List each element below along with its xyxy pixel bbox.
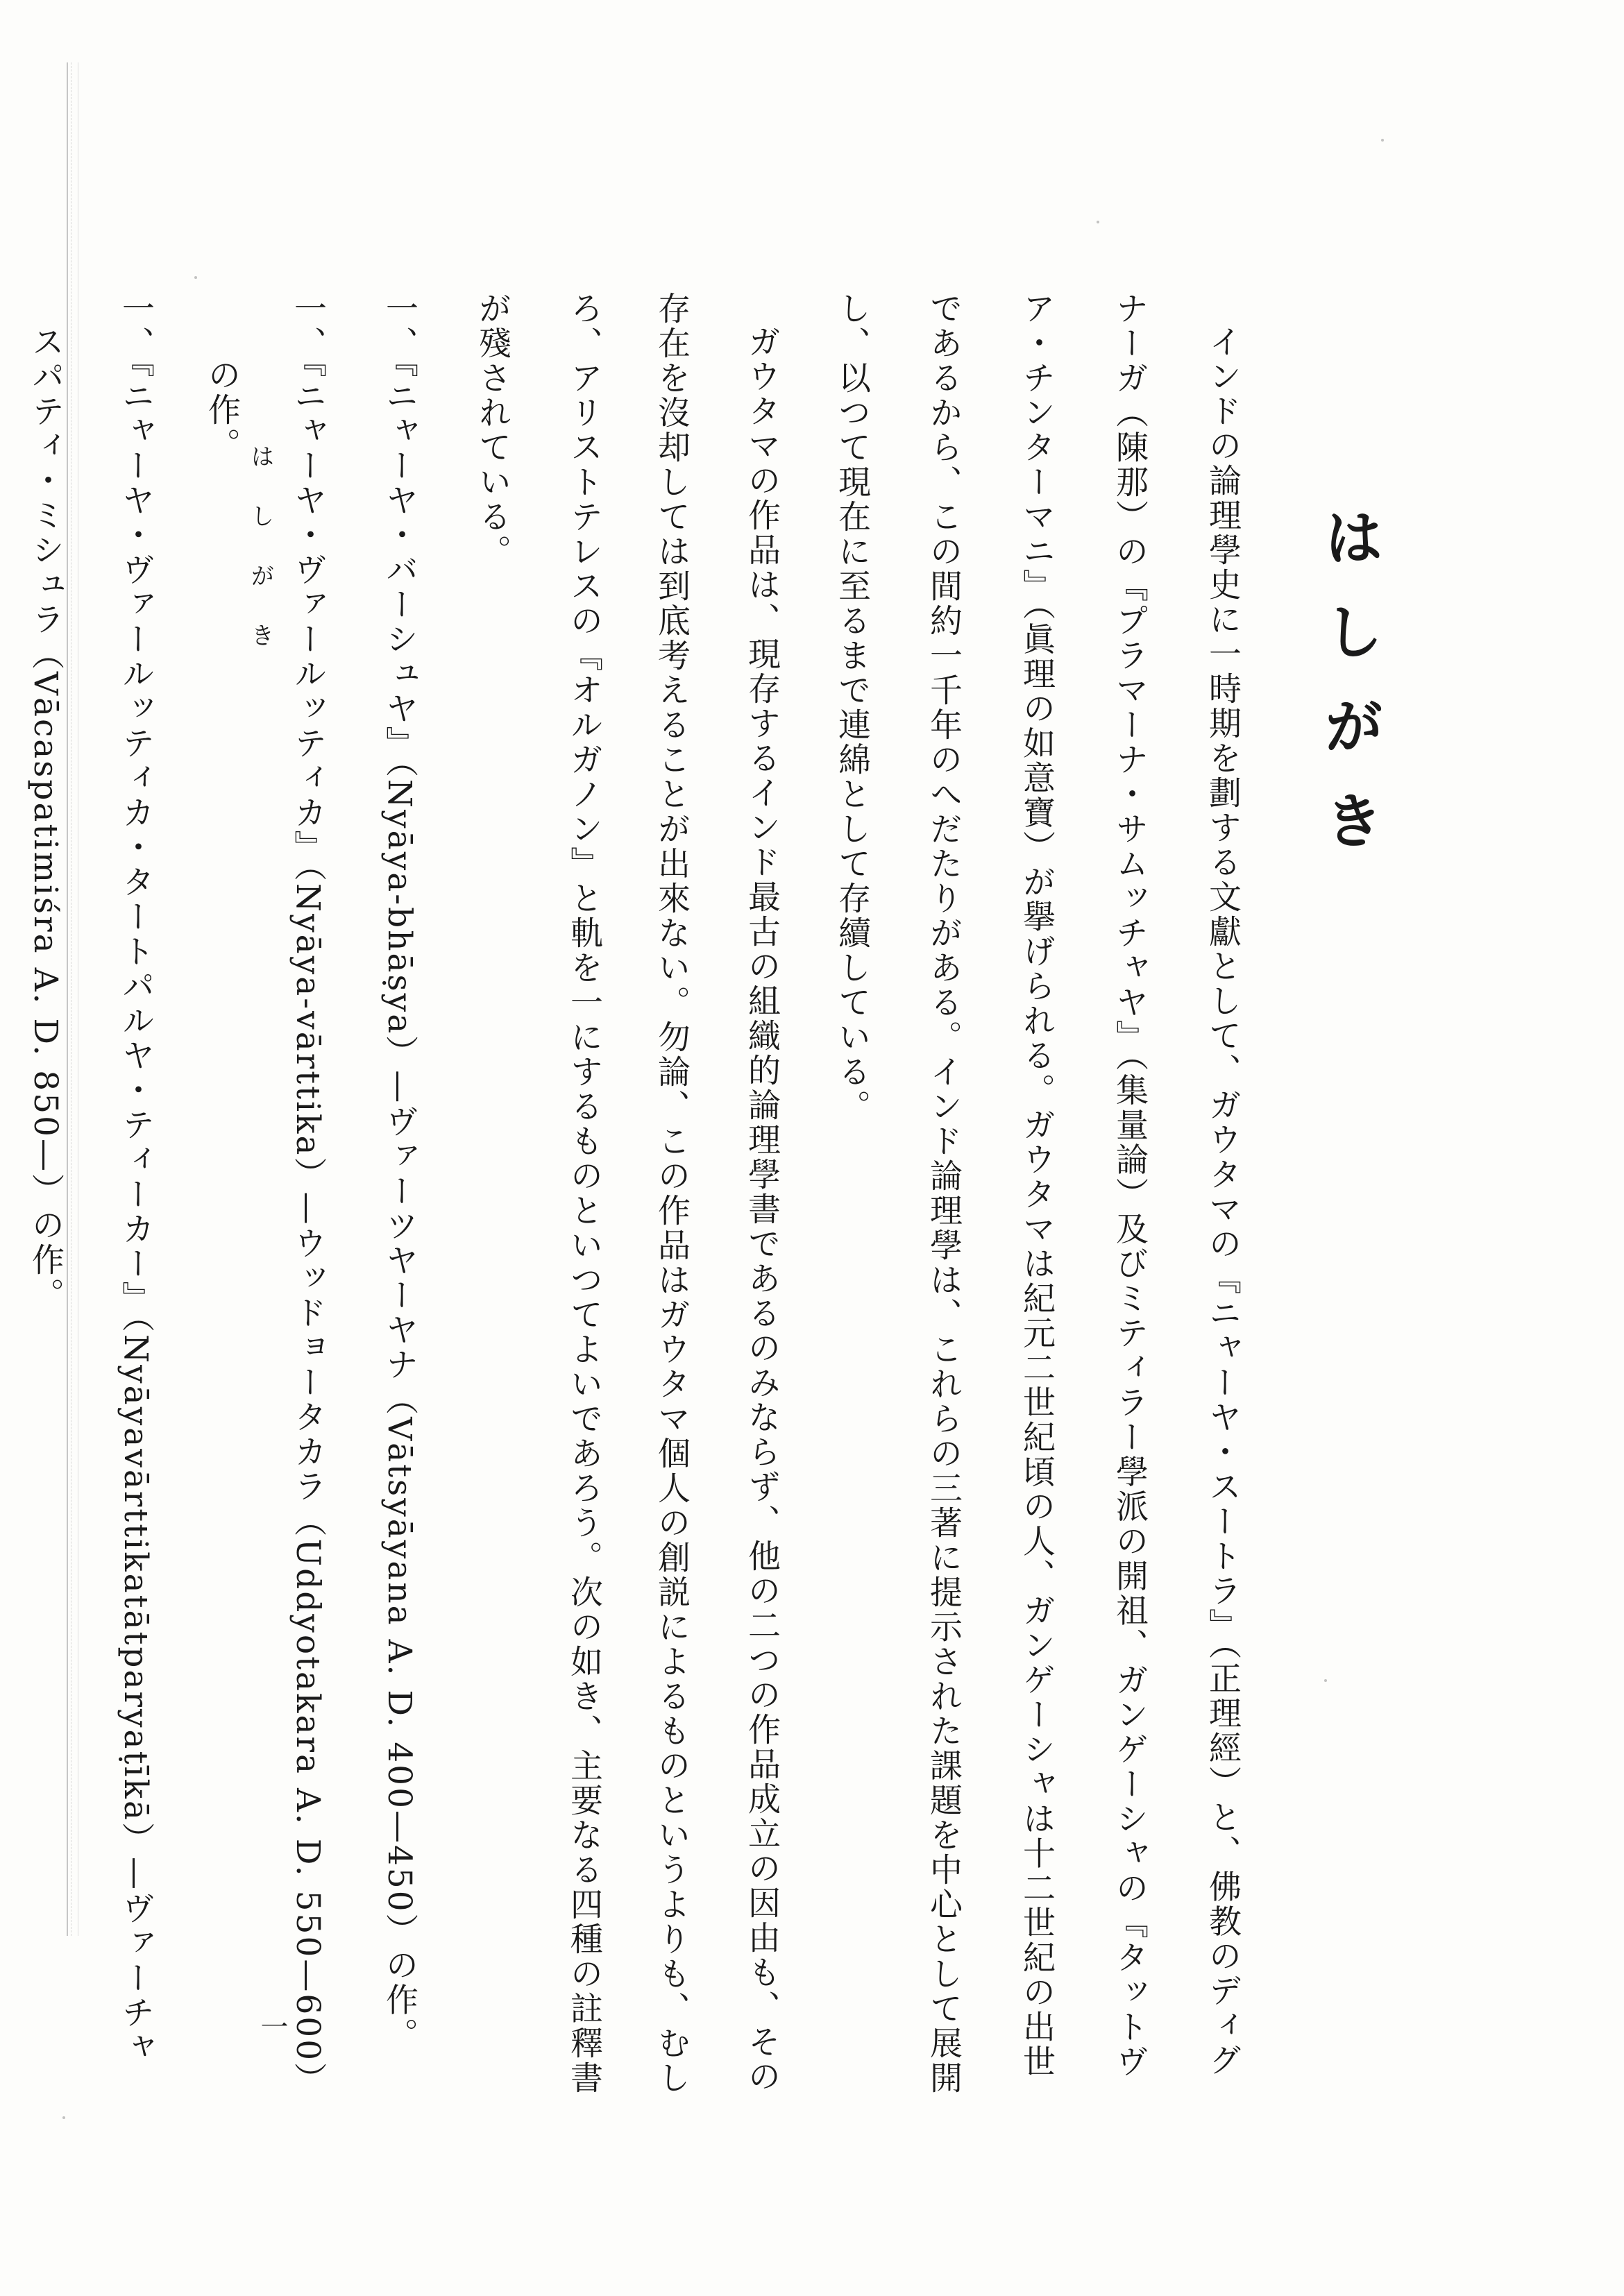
- list-item-1: 一、『ニャーヤ・バーシュヤ』（Nyāya-bhāṣya）—ヴァーツヤーヤナ（Vātsyāyana A. D. 400—450）の作。: [380, 291, 418, 2052]
- body-line: が殘されている。: [473, 291, 511, 569]
- body-line: ろ、アリストテレスの『オルガノン』と軌を一にするものといつてよいであろう。次の如き、主要なる四種の註釋書: [565, 291, 603, 2095]
- scan-speck: [1324, 1679, 1327, 1682]
- body-line: ア・チンターマニ』（眞理の如意寶）が擧げられる。ガウタマは紀元二世紀頃の人、ガンゲーシャは十二世紀の出世: [1017, 291, 1056, 2080]
- page-number: 一: [256, 2012, 288, 2040]
- body-line: ガウタマの作品は、現存するインド最古の組織的論理學書であるのみならず、他の二つの作品成立の因由も、その: [743, 325, 781, 2094]
- body-line: インドの論理學史に一時期を劃する文獻として、ガウタマの『ニャーヤ・スートラ』（正理經）と、佛教のディグ: [1203, 325, 1242, 2078]
- body-line: 存在を沒却しては到底考えることが出來ない。勿論、この作品はガウタマ個人の創説によるものというよりも、むし: [652, 291, 691, 2095]
- body-line: であるから、この間約一千年のへだたりがある。インド論理學は、これらの三著に提示された課題を中心として展開: [924, 291, 963, 2095]
- list-item-3-continuation: スパティ・ミシュラ（Vācaspatimiśra A. D. 850—）の作。: [26, 325, 65, 1313]
- binding-edge: [67, 62, 78, 1936]
- body-line: ナーガ（陳那）の『プラマーナ・サムッチャヤ』（集量論）及びミティラー學派の開祖、ガンゲーシャの『タットヴ: [1110, 291, 1149, 2080]
- running-title: はしがき: [246, 444, 274, 683]
- scan-speck: [1097, 221, 1099, 223]
- list-item-3: 一、『ニャーヤ・ヴァールッティカ・タートパルヤ・ティーカー』（Nyāyavārttikatātparyaṭīkā）—ヴァーチャ: [117, 291, 155, 2065]
- scan-speck: [194, 276, 197, 279]
- page-title: はしがき: [1314, 507, 1384, 884]
- scan-speck: [62, 2116, 65, 2119]
- list-item-2-continuation: の作。: [203, 358, 241, 462]
- list-item-2: 一、『ニャーヤ・ヴァールッティカ』（Nyāya-vārttika）—ウッドョータカラ（Uddyotakara A. D. 550—600）: [289, 291, 327, 2098]
- body-line: し、以つて現在に至るまで連綿として存續している。: [833, 291, 871, 1124]
- scan-speck: [1381, 139, 1384, 142]
